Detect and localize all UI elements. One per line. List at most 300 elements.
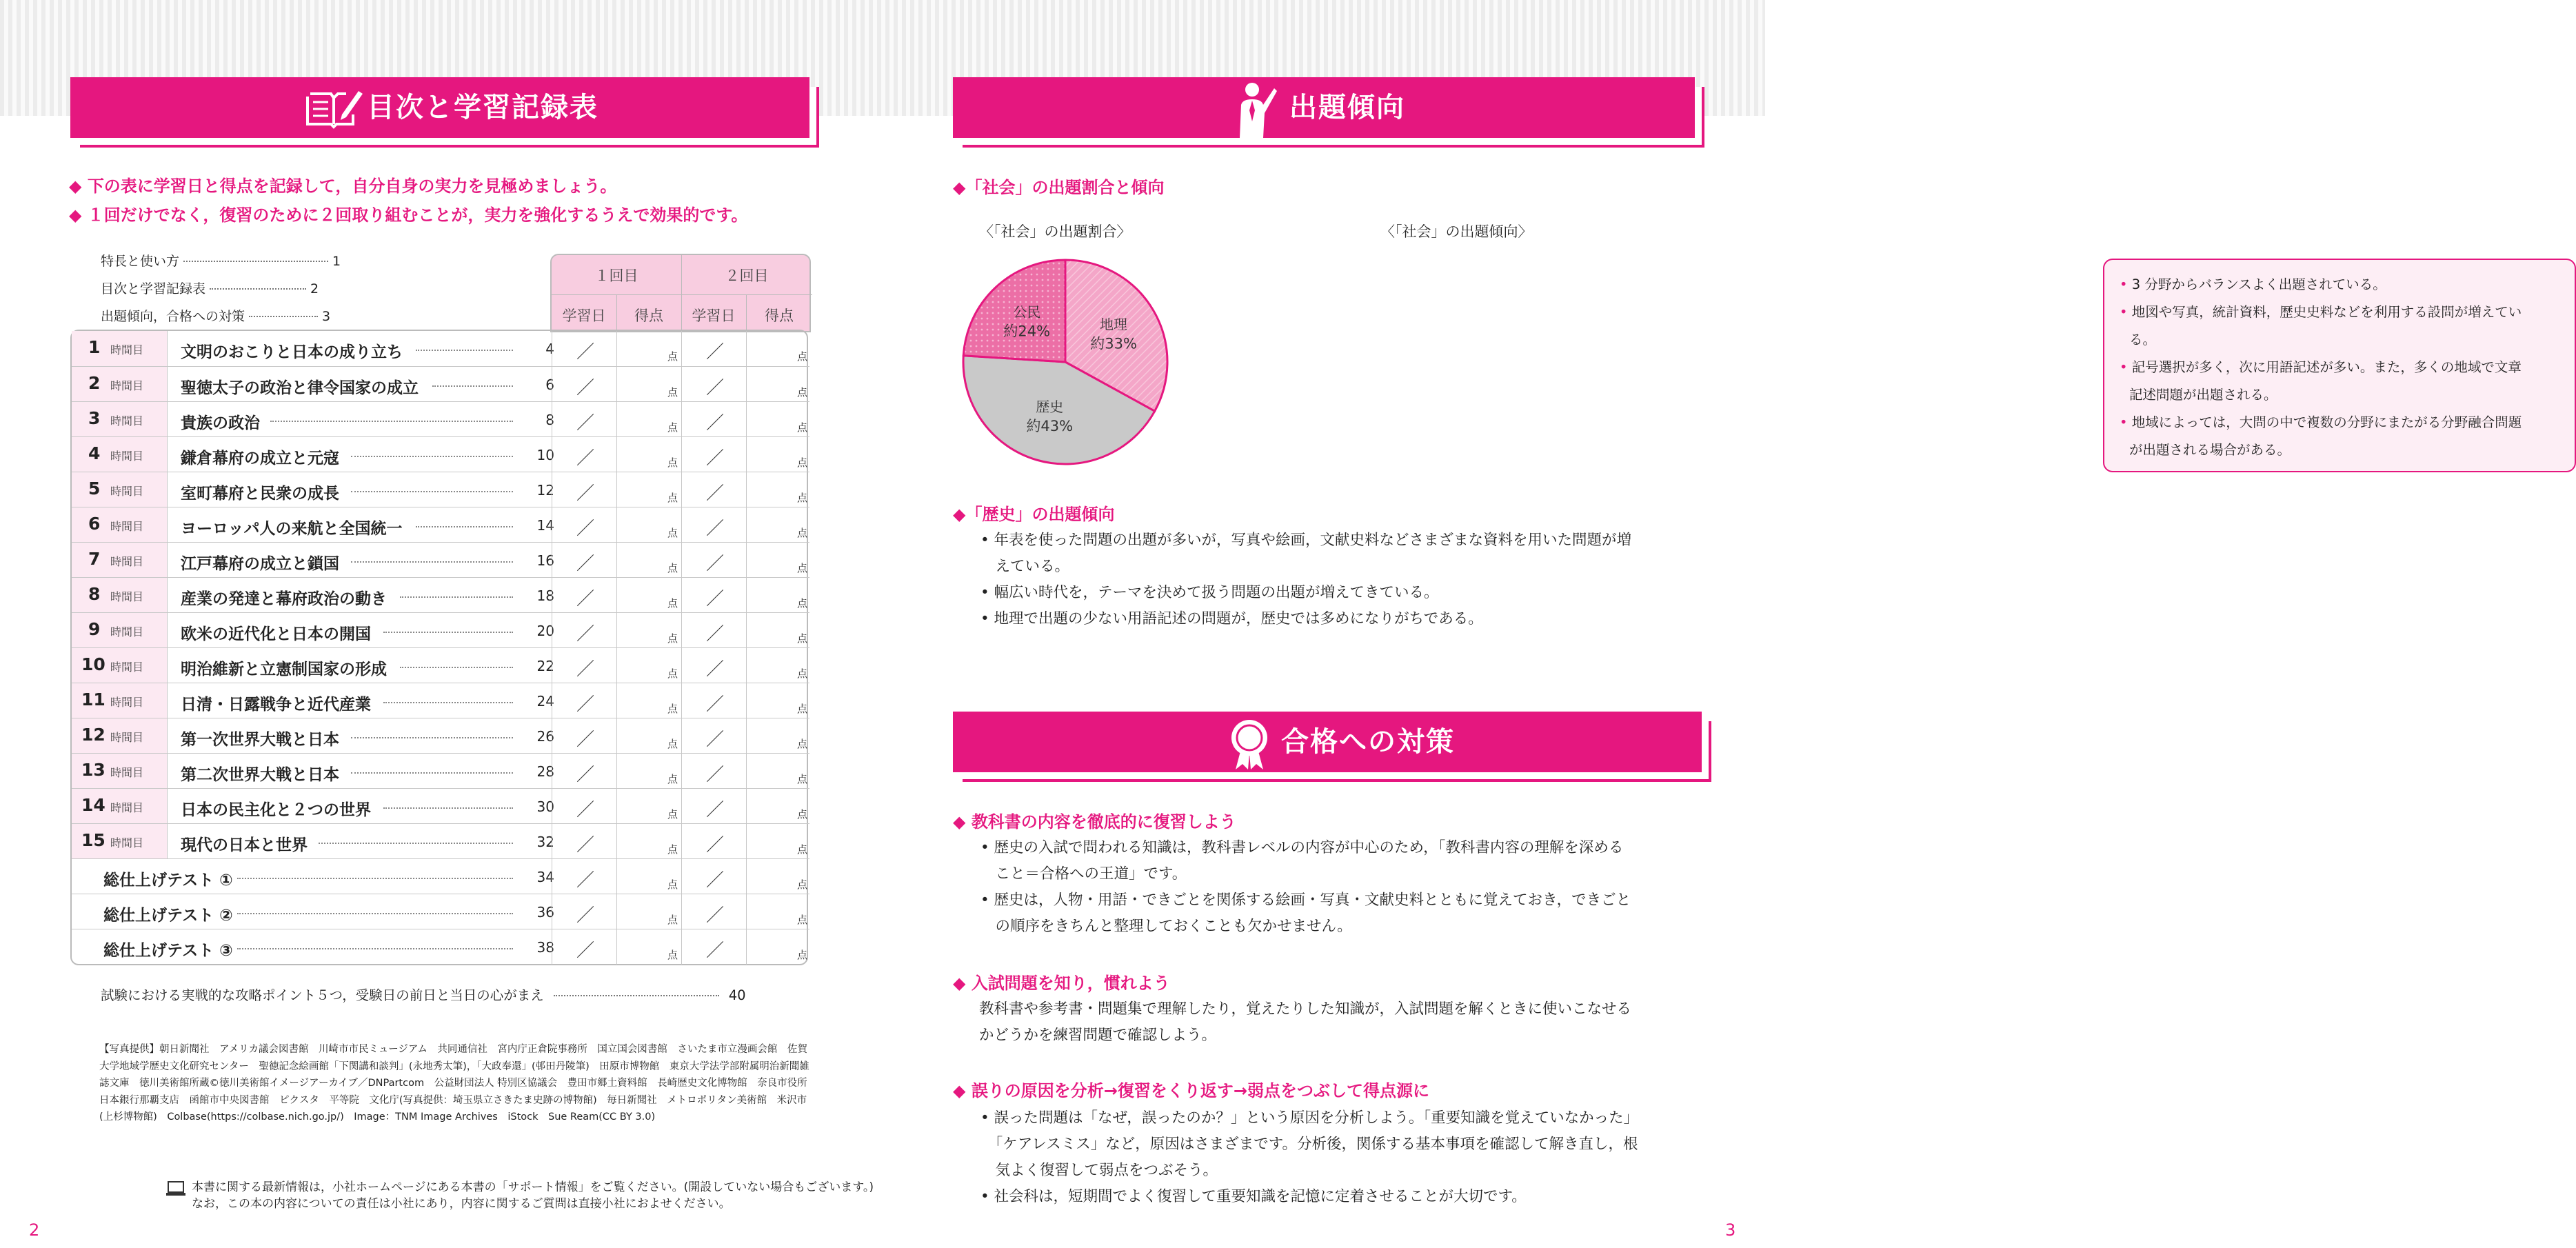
lesson-page: 32 [536,834,554,850]
score-unit[interactable]: 点 [797,632,808,645]
pie-slice-label: 約24% [1003,323,1051,340]
trend-item: • 記号選択が多く，次に用語記述が多い。また，多くの地域で文章 [2120,359,2522,375]
lesson-title[interactable]: 第二次世界大戦と日本 [181,766,339,784]
toc-banner-title: 目次と学習記録表 [367,92,598,123]
lead-line-2: ◆ １回だけでなく，復習のために２回取り組むことが，実力を強化するうえで効果的です。 [69,205,748,225]
score-header: 得点 [634,308,663,324]
table-divider [681,507,682,543]
date-slash[interactable]: ／ [576,413,595,434]
table-divider [616,648,617,683]
table-divider [616,894,617,929]
table-row [72,472,809,507]
table-divider [681,718,682,754]
table-divider [616,859,617,894]
lesson-page: 6 [545,376,554,393]
lesson-number-cell [72,437,167,472]
table-divider [616,683,617,718]
lesson-page: 8 [545,412,554,428]
table-row [72,788,809,823]
lesson-number-cell [72,367,167,402]
table-divider [681,929,682,965]
photo-credits: 【写真提供】朝日新聞社 アメリカ議会図書館 川崎市市民ミュージアム 共同通信社 宮内庁正倉院事務所 国立国会図書館 さいたま市立漫画会館 佐賀大学地域学歴史文化研究センター 聖徳記念絵画館「下関講和談判」(永地秀太筆)，「大政奉還」(邨田丹陵筆) 田原市博物館 東京大学法学部附属明治新聞雑誌文庫 徳川美術館所蔵©徳川美術館イメージアーカイブ／DNPartcom 公益財団法人 特別区協議会 豊田市郷土資料館 長崎歴史文化博物館 奈良市役所 日本銀行那覇支店 函館市中央図書館 ピクスタ 平等院 文化庁(写真提供：埼玉県立さきたま史跡の博物館) 毎日新聞社 メトロポリタン美術館 米沢市(上杉博物館) Colbase(https://colbase.nich.go.jp/) Image：TNM Image Archives iStock Sue Ream(CC BY 3.0) [99,1044,818,1123]
pie-slice-name: 歴史 [1036,399,1064,416]
leader-dots [351,561,513,563]
score-unit[interactable]: 点 [667,492,678,504]
table-divider [167,683,168,718]
table-divider [616,754,617,789]
score-unit[interactable]: 点 [667,773,678,785]
pie-slice-label: 約43% [1026,418,1074,435]
leader-dots [351,491,513,492]
lesson-number-cell [72,613,167,648]
lesson-title[interactable]: 現代の日本と世界 [181,836,308,854]
table-row [72,507,809,542]
table-divider [681,789,682,824]
date-slash[interactable]: ／ [576,694,595,715]
date-slash[interactable]: ／ [706,729,725,750]
date-slash[interactable]: ／ [706,448,725,469]
score-unit[interactable]: 点 [797,562,808,574]
date-slash[interactable]: ／ [706,589,725,610]
textbook-line: • 歴史は，人物・用語・できごとを関係する絵画・写真・文献史料とともに覚えておき，できごと [980,892,1631,909]
date-slash[interactable]: ／ [576,765,595,785]
lesson-number: 10 [81,654,105,674]
leader-dots [351,456,513,457]
date-header: 学習日 [562,308,606,324]
toc-small-page: 2 [310,281,319,296]
table-divider [681,648,682,683]
lesson-number-cell [72,472,167,507]
table-divider [746,718,747,754]
lesson-number: 5 [88,479,101,499]
final-test-title[interactable]: 総仕上げテスト ③ [103,942,233,960]
table-divider [167,648,168,683]
score-unit[interactable]: 点 [797,527,808,539]
lesson-page: 16 [536,552,554,569]
lesson-title[interactable]: 貴族の政治 [181,414,260,432]
table-divider [681,472,682,507]
date-slash[interactable]: ／ [576,905,595,926]
table-row [72,401,809,436]
date-slash[interactable]: ／ [576,800,595,821]
table-divider [746,578,747,613]
lesson-number-cell [72,507,167,543]
lesson-unit: 時間目 [110,343,144,356]
leader-dots [383,632,513,633]
lesson-page: 18 [536,587,554,604]
trend-item-cont: る。 [2129,332,2157,348]
table-divider [616,789,617,824]
section-heading-analysis: ◆ 誤りの原因を分析→復習をくり返す→弱点をつぶして得点源に [953,1081,1430,1100]
table-divider [746,894,747,929]
table-divider [746,543,747,578]
final-test-page: 34 [536,869,554,885]
date-slash[interactable]: ／ [706,483,725,504]
date-slash[interactable]: ／ [706,624,725,645]
table-row [72,331,809,366]
score-unit[interactable]: 点 [667,667,678,680]
left-page [0,0,883,1248]
table-row [72,366,809,401]
table-divider [746,683,747,718]
lesson-number: 14 [81,795,105,815]
date-slash[interactable]: ／ [576,870,595,891]
lesson-page: 26 [536,728,554,745]
lesson-number: 9 [88,619,101,639]
textbook-line: • 歴史の入試で問われる知識は，教科書レベルの内容が中心のため，「教科書内容の理解を深める [980,839,1624,856]
history-line: • 地理で出題の少ない用語記述の問題が，歴史では多めになりがちである。 [980,610,1483,627]
table-divider [167,472,168,507]
lesson-number-cell [72,543,167,578]
exam-line: かどうかを練習問題で確認しよう。 [979,1027,1217,1044]
lesson-title[interactable]: ヨーロッパ人の来航と全国統一 [181,520,403,538]
lesson-number: 3 [88,408,101,428]
lesson-number: 7 [88,549,101,569]
table-row [72,683,809,718]
date-slash[interactable]: ／ [706,940,725,961]
lesson-unit: 時間目 [110,520,144,533]
right-page [883,0,2522,1248]
lesson-page: 12 [536,482,554,499]
date-slash[interactable]: ／ [576,835,595,856]
score-header: 得点 [765,308,794,324]
table-row-final-test [72,929,809,964]
date-slash[interactable]: ／ [576,483,595,504]
score-unit[interactable]: 点 [797,421,808,434]
table-divider [616,578,617,613]
lesson-number-cell [72,331,167,366]
date-slash[interactable]: ／ [706,800,725,821]
lesson-page: 10 [536,447,554,463]
trend-item-cont: 記述問題が出題される。 [2129,387,2277,403]
leader-dots [319,843,513,844]
toc-small-item [101,251,341,270]
trend-item: • 地図や写真，統計資料，歴史史料などを利用する設問が増えてい [2120,304,2522,320]
toc-small-page: 3 [322,309,331,324]
table-row-final-test [72,894,809,929]
table-divider [616,507,617,543]
toc-small-label: 出題傾向，合格への対策 [101,309,245,324]
table-divider [681,331,682,366]
table-divider [746,331,747,366]
score-unit[interactable]: 点 [797,878,808,891]
history-line: • 年表を使った問題の出題が多いが，写真や絵画，文献史料などさまざまな資料を用いた問題が増 [980,532,1632,549]
leader-dots [383,807,513,809]
toc-small-page: 1 [332,254,341,269]
date-slash[interactable]: ／ [576,448,595,469]
lesson-unit: 時間目 [110,414,144,427]
lesson-page: 22 [536,658,554,674]
table-divider [746,754,747,789]
table-divider [746,824,747,859]
lesson-number: 13 [81,760,105,780]
table-divider [681,578,682,613]
lesson-title[interactable]: 室町幕府と民衆の成長 [181,485,339,503]
lesson-unit: 時間目 [110,379,144,392]
toc-small-item [101,306,330,325]
lesson-title[interactable]: 鎌倉幕府の成立と元寇 [181,450,339,467]
score-unit[interactable]: 点 [797,667,808,680]
history-line: えている。 [980,558,1070,575]
trend-banner-title: 出題傾向 [1289,92,1405,123]
date-slash[interactable]: ／ [706,342,725,363]
score-unit[interactable]: 点 [797,914,808,926]
table-row [72,612,809,647]
round1-header: １回目 [594,268,638,284]
pie-slice-name: 地理 [1100,316,1128,333]
score-unit[interactable]: 点 [667,843,678,856]
table-divider [746,648,747,683]
score-unit[interactable]: 点 [797,456,808,469]
leader-dots [351,772,513,774]
score-unit[interactable]: 点 [667,703,678,715]
table-divider [167,754,168,789]
lesson-title[interactable]: 産業の発達と幕府政治の動き [181,590,387,608]
date-slash[interactable]: ／ [706,870,725,891]
table-divider [681,824,682,859]
table-divider [167,367,168,402]
table-divider [616,402,617,437]
date-slash[interactable]: ／ [706,835,725,856]
score-unit[interactable]: 点 [797,773,808,785]
lesson-unit: 時間目 [110,731,144,744]
leader-dots [400,667,514,668]
score-unit[interactable]: 点 [667,350,678,363]
lesson-title[interactable]: 日本の民主化と２つの世界 [181,801,371,819]
table-divider [167,613,168,648]
date-slash[interactable]: ／ [706,659,725,680]
table-divider [681,859,682,894]
score-unit[interactable]: 点 [797,703,808,715]
round2-header: ２回目 [725,268,769,284]
exam-ratio-pie-chart [952,255,1179,476]
table-divider [616,543,617,578]
extra-toc-item [101,985,746,1004]
table-divider [167,507,168,543]
table-divider [746,367,747,402]
table-divider [681,613,682,648]
section-heading-textbook: ◆ 教科書の内容を徹底的に復習しよう [953,812,1236,832]
toc-small-label: 特長と使い方 [101,254,180,269]
score-unit[interactable]: 点 [797,492,808,504]
date-slash[interactable]: ／ [576,729,595,750]
lesson-unit: 時間目 [110,801,144,814]
date-slash[interactable]: ／ [576,554,595,574]
leader-dots [383,702,513,703]
date-slash[interactable]: ／ [576,519,595,539]
lesson-title[interactable]: 江戸幕府の成立と鎖国 [181,555,339,573]
toc-small-item [101,279,319,297]
date-slash[interactable]: ／ [576,624,595,645]
date-slash[interactable]: ／ [576,342,595,363]
strategy-banner [953,712,1702,772]
final-test-title[interactable]: 総仕上げテスト ① [103,872,233,889]
table-divider [167,578,168,613]
table-row-final-test [72,858,809,894]
final-test-title[interactable]: 総仕上げテスト ② [103,907,233,925]
table-divider [616,718,617,754]
lesson-unit: 時間目 [110,625,144,638]
table-divider [746,437,747,472]
date-slash[interactable]: ／ [576,940,595,961]
score-unit[interactable]: 点 [797,949,808,961]
score-unit[interactable]: 点 [667,386,678,399]
score-unit[interactable]: 点 [667,597,678,610]
extra-toc-page: 40 [728,987,746,1003]
leader-dots [416,526,513,527]
leader-dots [237,913,513,914]
table-divider [167,437,168,472]
lesson-number-cell [72,402,167,437]
lesson-number: 4 [88,443,101,463]
lesson-title[interactable]: 明治維新と立憲制国家の形成 [181,661,387,678]
lesson-number: 15 [81,830,105,850]
section-heading-exam: ◆ 入試問題を知り，慣れよう [953,974,1170,993]
date-slash[interactable]: ／ [706,519,725,539]
support-note: 本書に関する最新情報は，小社ホームページにある本書の「サポート情報」をご覧ください。(開設していない場合もございます。) [192,1180,874,1194]
leader-dots [237,878,513,879]
laptop-icon [165,1180,186,1197]
trend-banner [953,77,1695,138]
date-slash[interactable]: ／ [706,378,725,399]
score-unit[interactable]: 点 [797,843,808,856]
table-divider [681,437,682,472]
trend-box [2103,259,2576,472]
leader-dots [270,421,514,422]
table-divider [681,894,682,929]
table-divider [746,472,747,507]
table-divider [681,367,682,402]
extra-toc-title: 試験における実戦的な攻略ポイント５つ，受験日の前日と当日の心がまえ [101,987,544,1003]
section-heading-history: ◆「歴史」の出題傾向 [953,505,1115,524]
lesson-title[interactable]: 第一次世界大戦と日本 [181,731,339,749]
table-divider [167,331,168,366]
table-row [72,577,809,612]
date-slash[interactable]: ／ [576,378,595,399]
score-unit[interactable]: 点 [797,597,808,610]
lesson-unit: 時間目 [110,555,144,568]
study-record-table [70,330,808,965]
date-header: 学習日 [692,308,736,324]
table-divider [746,507,747,543]
history-line: • 幅広い時代を，テーマを決めて扱う問題の出題が増えてきている。 [980,584,1439,601]
table-divider [167,789,168,824]
date-slash[interactable]: ／ [706,694,725,715]
lesson-title[interactable]: 欧米の近代化と日本の開国 [181,625,371,643]
table-row [72,753,809,788]
score-unit[interactable]: 点 [797,386,808,399]
date-slash[interactable]: ／ [706,554,725,574]
score-unit[interactable]: 点 [797,738,808,750]
score-unit[interactable]: 点 [667,562,678,574]
date-slash[interactable]: ／ [576,589,595,610]
lesson-title[interactable]: 聖徳太子の政治と律令国家の成立 [181,379,419,397]
table-divider [746,859,747,894]
award-rosette-icon [1229,718,1270,771]
lesson-number: 12 [81,725,105,745]
lesson-title[interactable]: 文明のおこりと日本の成り立ち [181,343,403,361]
final-test-page: 38 [536,939,554,956]
textbook-line: の順序をきちんと整理しておくことも欠かせません。 [980,918,1352,935]
date-slash[interactable]: ／ [706,765,725,785]
lesson-page: 30 [536,798,554,815]
section-heading-ratio: ◆「社会」の出題割合と傾向 [953,178,1165,197]
score-unit[interactable]: 点 [667,632,678,645]
table-divider [167,543,168,578]
lesson-number: 6 [88,514,101,534]
trend-item: • 3 分野からバランスよく出題されている。 [2120,276,2386,292]
table-divider [167,718,168,754]
analysis-line: • 社会科は，短期間でよく復習して重要知識を記憶に定着させることが大切です。 [980,1188,1527,1205]
date-slash[interactable]: ／ [576,659,595,680]
table-row [72,436,809,472]
responsibility-note: なお，この本の内容についての責任は小社にあり，内容に関するご質問は直接小社におよせください。 [192,1197,731,1211]
score-unit[interactable]: 点 [667,421,678,434]
lesson-number-cell [72,754,167,789]
table-divider [167,824,168,859]
trend-item-cont: が出題される場合がある。 [2129,442,2291,458]
lesson-unit: 時間目 [110,590,144,603]
lesson-unit: 時間目 [110,766,144,779]
score-unit[interactable]: 点 [667,949,678,961]
strategy-banner-title: 合格への対策 [1281,726,1455,758]
lesson-number-cell [72,718,167,754]
table-divider [616,367,617,402]
score-unit[interactable]: 点 [797,350,808,363]
trend-caption: 〈「社会」の出題傾向〉 [1380,223,1533,240]
lesson-title[interactable]: 日清・日露戦争と近代産業 [181,696,371,714]
lesson-number-cell [72,578,167,613]
lesson-number-cell [72,648,167,683]
table-divider [746,929,747,965]
leader-dots [416,350,513,351]
final-test-page: 36 [536,904,554,920]
lesson-page: 4 [545,341,554,357]
page-number-left: 2 [29,1220,40,1240]
pie-slice-name: 公民 [1013,303,1041,321]
lesson-number-cell [72,824,167,859]
analysis-line: 「ケアレスミス」など，原因はさまざまです。分析後，関係する基本事項を確認して解き直し，根 [980,1136,1638,1153]
table-divider [681,683,682,718]
lesson-unit: 時間目 [110,696,144,709]
leader-dots [351,737,513,738]
score-unit[interactable]: 点 [667,738,678,750]
lesson-unit: 時間目 [110,836,144,849]
lesson-unit: 時間目 [110,661,144,674]
lesson-page: 20 [536,623,554,639]
table-divider [616,472,617,507]
lesson-number: 1 [88,337,101,357]
score-unit[interactable]: 点 [667,527,678,539]
score-unit[interactable]: 点 [667,808,678,821]
date-slash[interactable]: ／ [706,905,725,926]
table-row [72,718,809,753]
pie-slice-label: 約33% [1090,335,1137,352]
lesson-number: 2 [88,373,101,393]
table-divider [681,754,682,789]
exam-line: 教科書や参考書・問題集で理解したり，覚えたりした知識が，入試問題を解くときに使いこなせる [979,1000,1632,1018]
date-slash[interactable]: ／ [706,413,725,434]
score-unit[interactable]: 点 [667,878,678,891]
table-divider [746,789,747,824]
table-divider [167,402,168,437]
table-row [72,647,809,683]
score-unit[interactable]: 点 [797,808,808,821]
trend-item: • 地域によっては，大問の中で複数の分野にまたがる分野融合問題 [2120,414,2522,430]
score-unit[interactable]: 点 [667,456,678,469]
score-unit[interactable]: 点 [667,914,678,926]
lesson-number: 11 [81,690,105,709]
